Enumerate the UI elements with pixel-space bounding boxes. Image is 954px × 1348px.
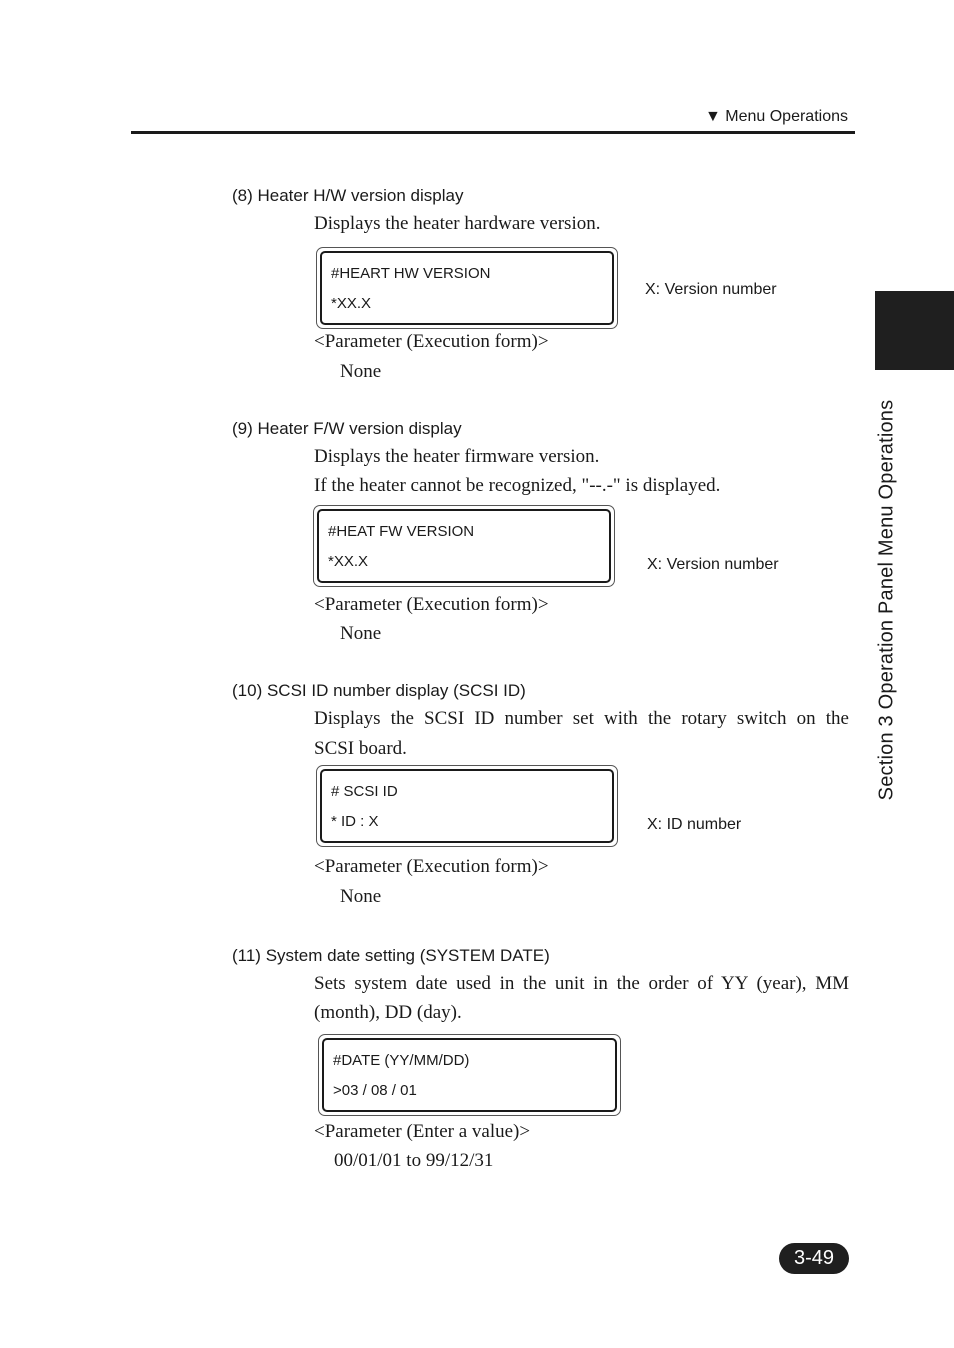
header-rule [131, 131, 855, 134]
lcd-line-2: *XX.X [331, 295, 372, 312]
lcd-note: X: Version number [645, 281, 777, 298]
section-description: Sets system date used in the unit in the order of YY (year), MM [314, 973, 849, 994]
section-description: Displays the heater firmware version. [314, 446, 600, 467]
parameter-value: None [340, 623, 382, 644]
section-side-title: Section 3 Operation Panel Menu Operations [875, 399, 898, 801]
lcd-display [316, 247, 618, 329]
parameter-label: <Parameter (Execution form)> [314, 594, 549, 615]
lcd-note: X: Version number [647, 556, 779, 573]
lcd-line-2: *XX.X [328, 553, 369, 570]
parameter-label: <Parameter (Enter a value)> [314, 1121, 531, 1142]
lcd-line-1: #HEAT FW VERSION [328, 523, 475, 540]
section-description: Displays the heater hardware version. [314, 213, 601, 234]
lcd-note: X: ID number [647, 816, 742, 833]
section-description: If the heater cannot be recognized, "--.-" is displayed. [314, 475, 721, 496]
section-heading: (9) Heater F/W version display [232, 419, 462, 438]
parameter-label: <Parameter (Execution form)> [314, 856, 549, 877]
triangle-down-icon: ▼ [704, 108, 721, 125]
running-header-title: Menu Operations [725, 108, 848, 125]
lcd-line-1: #DATE (YY/MM/DD) [333, 1052, 470, 1069]
lcd-line-1: # SCSI ID [331, 783, 398, 800]
parameter-value: None [340, 361, 382, 382]
lcd-display [313, 505, 615, 587]
section-description: (month), DD (day). [314, 1002, 462, 1023]
lcd-display [316, 765, 618, 847]
section-description: SCSI board. [314, 738, 407, 759]
lcd-line-2: >03 / 08 / 01 [333, 1082, 417, 1099]
lcd-line-2: * ID : X [331, 813, 379, 830]
section-heading: (11) System date setting (SYSTEM DATE) [232, 946, 550, 965]
section-heading: (8) Heater H/W version display [232, 186, 464, 205]
parameter-value: 00/01/01 to 99/12/31 [334, 1150, 494, 1171]
parameter-value: None [340, 886, 382, 907]
running-header [705, 108, 848, 126]
section-description: Displays the SCSI ID number set with the rotary switch on the [314, 708, 849, 729]
section-heading: (10) SCSI ID number display (SCSI ID) [232, 681, 526, 700]
section-tab-block [875, 291, 954, 370]
parameter-label: <Parameter (Execution form)> [314, 331, 549, 352]
page-number-badge: 3-49 [779, 1243, 849, 1274]
lcd-line-1: #HEART HW VERSION [331, 265, 491, 282]
lcd-display [318, 1034, 621, 1116]
